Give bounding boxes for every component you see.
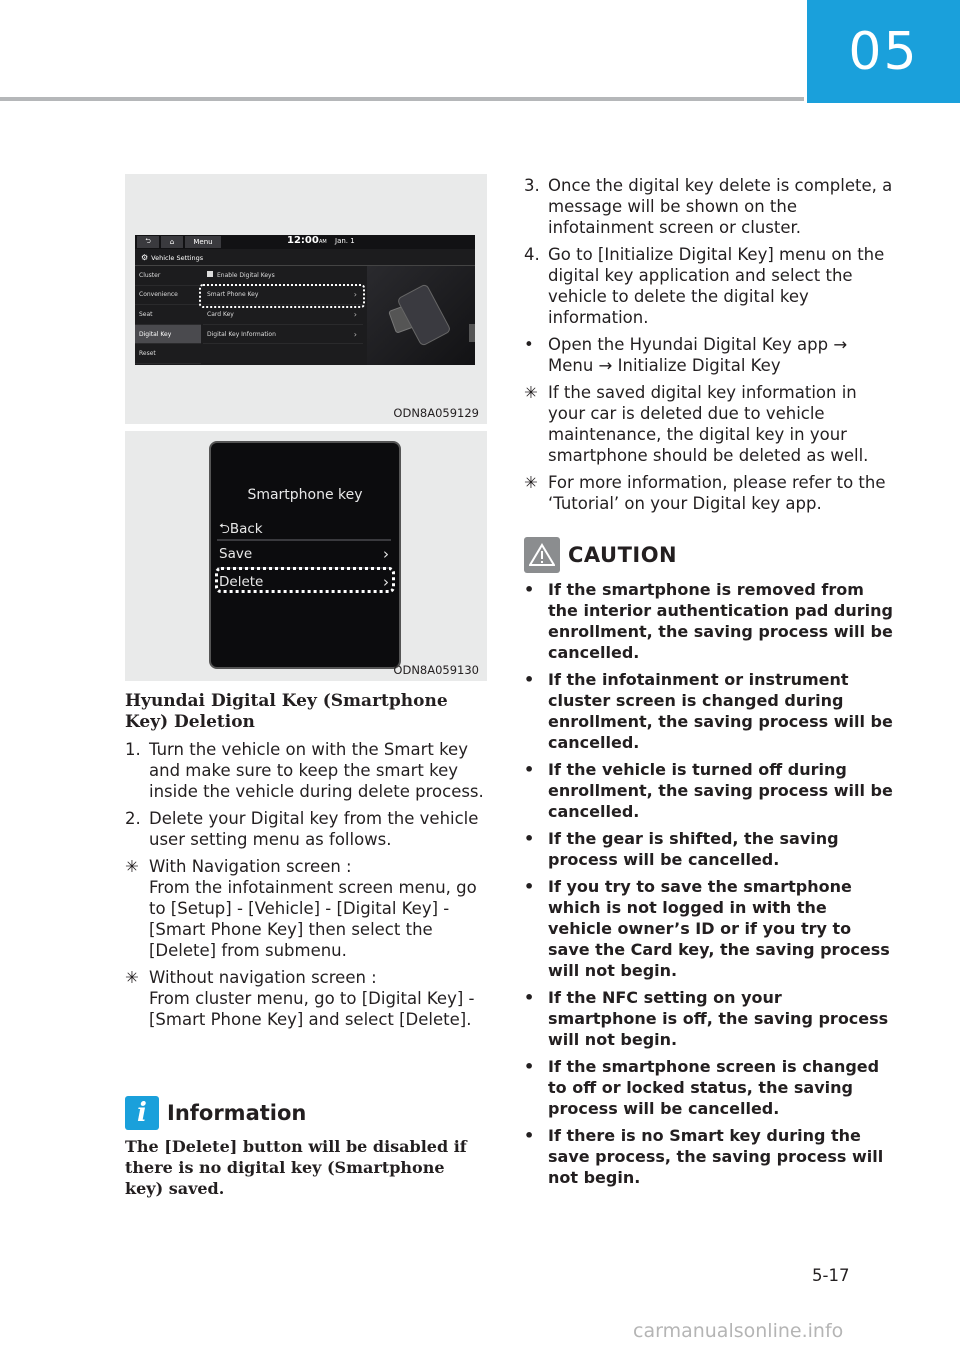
bullet-icon: •	[524, 988, 535, 1007]
list-item: ✳ For more information, please refer to the ‘Tutorial’ on your Digital key app.	[524, 473, 886, 513]
bullet-icon: •	[524, 1126, 535, 1145]
highlight-outline	[199, 284, 365, 308]
info-icon: i	[125, 1096, 159, 1130]
list-item: • If the NFC setting on your smartphone is off, the saving process will not begin.	[524, 988, 889, 1049]
list-item: • If the infotainment or instrument cluster screen is changed during enrollment, the saving process will be cancelled.	[524, 670, 893, 752]
menu-button: Menu	[185, 236, 221, 248]
list-item: • If the gear is shifted, the saving process will be cancelled.	[524, 829, 839, 869]
list-item: • If the smartphone screen is changed to off or locked status, the saving process will be cancelled.	[524, 1057, 880, 1118]
back-icon: ⮌	[137, 236, 159, 248]
list-item-enable-digital-keys: Enable Digital Keys	[203, 266, 363, 286]
sidebar-item-digital-key: Digital Key	[135, 325, 201, 345]
cluster-delete-item: Delete ›	[219, 573, 389, 591]
clock-date: Jan. 1	[335, 237, 355, 245]
chevron-right-icon: ›	[353, 309, 357, 319]
asterisk-icon: ✳	[125, 857, 139, 876]
clock-time: 12:00	[287, 235, 319, 246]
digital-key-illustration	[367, 266, 475, 365]
cluster-back-item: ⮌Back	[219, 521, 263, 537]
chevron-right-icon: ›	[383, 545, 389, 563]
cluster-save-item: Save ›	[219, 545, 389, 563]
gear-icon: ⚙	[141, 253, 149, 262]
settings-title: ⚙ Vehicle Settings	[141, 253, 204, 262]
list-item: • If there is no Smart key during the save process, the saving process will not begin.	[524, 1126, 884, 1187]
list-item: 3. Once the digital key delete is complete, a message will be shown on the infotainment screen or cluster.	[524, 176, 893, 237]
sidebar-item-convenience: Convenience	[135, 286, 201, 306]
cluster-title: Smartphone key	[247, 487, 363, 503]
cluster-screen	[209, 441, 401, 669]
scroll-handle	[469, 324, 475, 342]
list-item: ✳ If the saved digital key information in your car is deleted due to vehicle maintenance, the digital key in your smartphone should be deleted as well.	[524, 383, 869, 465]
bullet-icon: •	[524, 877, 535, 896]
bullet-icon: •	[524, 670, 535, 689]
asterisk-icon: ✳	[524, 473, 538, 492]
list-item-smart-phone-key: Smart Phone Key ›	[203, 286, 363, 306]
procedure-list-right	[524, 175, 894, 520]
bullet-icon: •	[524, 1057, 535, 1076]
bullet-icon: •	[524, 580, 535, 599]
sidebar-item-reset: Reset	[135, 344, 201, 364]
home-icon: ⌂	[161, 236, 183, 248]
list-item: 1. Turn the vehicle on with the Smart key and make sure to keep the smart key inside the vehicle during delete process.	[125, 740, 484, 801]
chevron-right-icon: ›	[353, 329, 357, 339]
list-item-digital-key-information: Digital Key Information ›	[203, 325, 363, 345]
page-number: 5-17	[812, 1266, 850, 1285]
list-item: • Open the Hyundai Digital Key app → Menu → Initialize Digital Key	[524, 335, 848, 375]
figure-caption: ODN8A059130	[393, 663, 479, 677]
watermark: carmanualsonline.info	[633, 1320, 844, 1342]
caution-heading: CAUTION	[524, 537, 677, 573]
highlight-outline	[215, 567, 395, 593]
figure-caption: ODN8A059129	[393, 406, 479, 420]
asterisk-icon: ✳	[125, 968, 139, 987]
list-item: ✳ With Navigation screen : From the infotainment screen menu, go to [Setup] - [Vehicle] - [Digital Key] - [Smart Phone Key] then select the [Delete] from submenu.	[125, 857, 477, 960]
list-item: 4. Go to [Initialize Digital Key] menu on the digital key application and select the vehicle to delete the digital key information.	[524, 245, 885, 327]
figure-infotainment	[125, 174, 487, 424]
checkbox-icon	[207, 271, 213, 277]
sidebar-item-seat: Seat	[135, 305, 201, 325]
list-item: 2. Delete your Digital key from the vehicle user setting menu as follows.	[125, 809, 479, 849]
infotainment-topbar	[135, 235, 475, 249]
header-rule	[0, 97, 804, 101]
list-item: ✳ Without navigation screen : From cluster menu, go to [Digital Key] - [Smart Phone Key] and select [Delete].	[125, 968, 475, 1029]
section-title: Hyundai Digital Key (Smartphone Key) Deletion	[125, 691, 448, 732]
caution-list	[524, 579, 894, 1194]
list-item: • If the smartphone is removed from the interior authentication pad during enrollment, the saving process will be cancelled.	[524, 580, 893, 662]
back-arrow-icon: ⮌	[219, 521, 230, 537]
asterisk-icon: ✳	[524, 383, 538, 402]
bullet-icon: •	[524, 760, 535, 779]
bullet-icon: •	[524, 829, 535, 848]
infotainment-screen	[135, 235, 475, 365]
sidebar-item-cluster: Cluster	[135, 266, 201, 286]
settings-main-list	[203, 266, 363, 365]
clock-ampm: AM	[319, 239, 327, 245]
chapter-tab: 05	[807, 0, 960, 103]
settings-sidebar	[135, 266, 201, 365]
list-item: • If the vehicle is turned off during enrollment, the saving process will be cancelled.	[524, 760, 893, 821]
chevron-right-icon: ›	[383, 573, 389, 591]
divider	[217, 539, 391, 541]
chevron-right-icon: ›	[353, 290, 357, 300]
list-item-card-key: Card Key ›	[203, 305, 363, 325]
list-item: • If you try to save the smartphone which is not logged in with the vehicle owner’s ID or if you try to save the Card key, the saving process will not begin.	[524, 877, 890, 980]
smartphone-image	[396, 283, 451, 347]
bullet-icon: •	[524, 335, 534, 354]
information-heading: i Information	[125, 1096, 306, 1130]
figure-cluster	[125, 431, 487, 681]
warning-triangle-icon	[524, 537, 560, 573]
procedure-list-left	[125, 739, 487, 1036]
information-body: The [Delete] button will be disabled if there is no digital key (Smartphone key) saved.	[125, 1137, 467, 1198]
